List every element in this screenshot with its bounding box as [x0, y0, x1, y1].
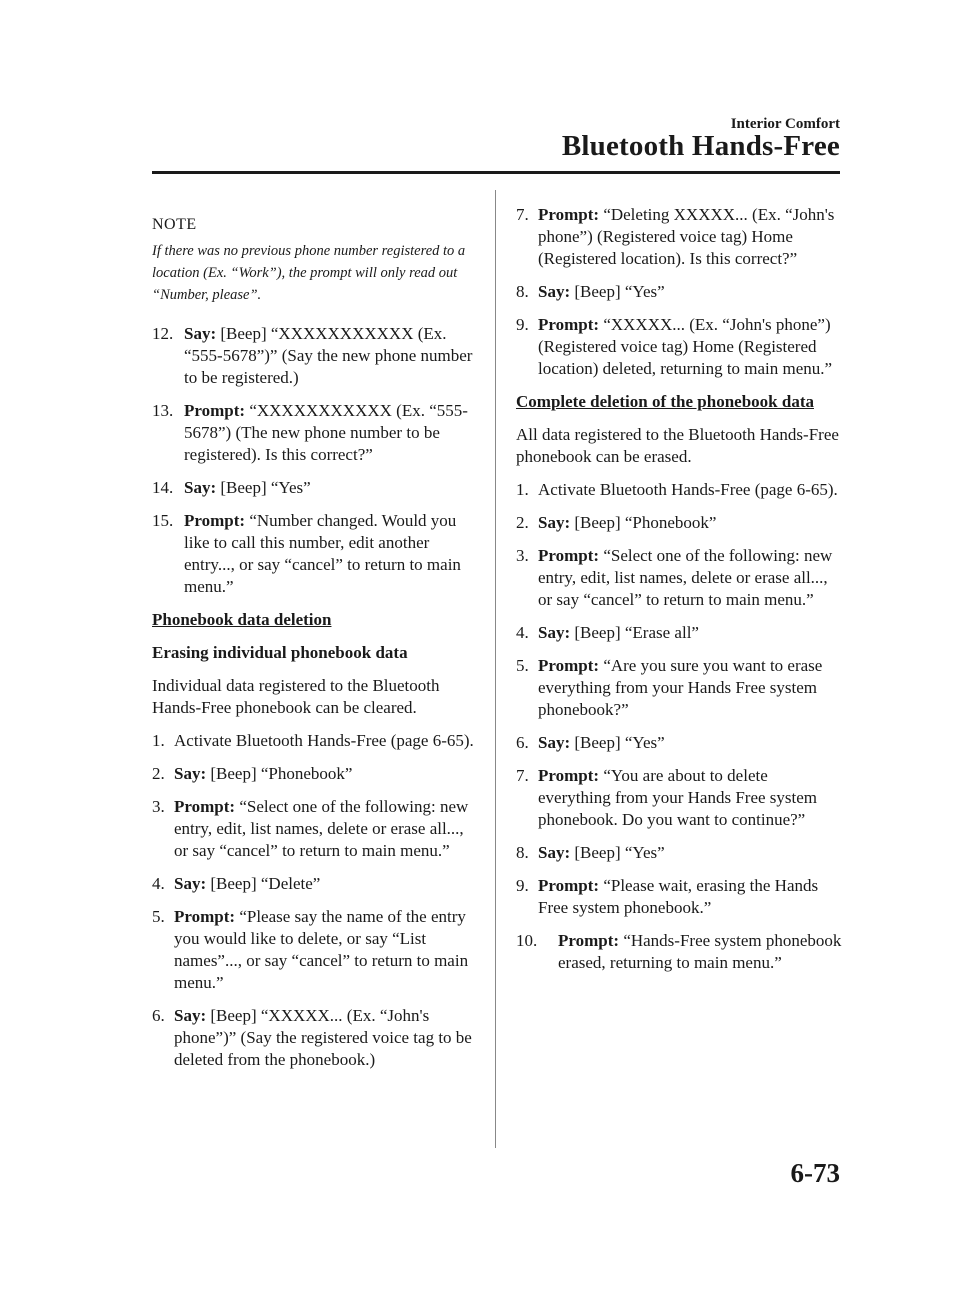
step-item: [516, 875, 844, 919]
note-heading: NOTE: [152, 216, 197, 233]
note-text: If there was no previous phone number registered to a location (Ex. “Work”), the prompt will only read out “Number, please”.: [152, 243, 466, 303]
step-keyword: Prompt:: [538, 766, 600, 785]
step-keyword: Say:: [174, 1006, 207, 1025]
step-item: [152, 730, 474, 752]
step-item: [152, 873, 474, 895]
right-column: [516, 204, 844, 985]
step-text: [538, 512, 844, 534]
header-rule: [152, 171, 840, 174]
step-text: [174, 906, 474, 994]
step-item: [152, 1005, 474, 1071]
step-body: [Beep] “Erase all”: [570, 623, 699, 642]
step-text: [184, 400, 474, 466]
step-item: [516, 842, 844, 864]
step-number: 1.: [152, 731, 165, 750]
step-text: [174, 763, 474, 785]
step-keyword: Say:: [538, 623, 571, 642]
step-item: [516, 204, 844, 270]
step-number: 9.: [516, 876, 529, 895]
step-item: [516, 512, 844, 534]
step-body: “Select one of the following: new entry, edit, list names, delete or erase all..., or say “cancel” to return to main menu.”: [174, 797, 469, 860]
step-item: [152, 763, 474, 785]
step-number: 15.: [152, 511, 174, 530]
step-keyword: Say:: [174, 874, 207, 893]
column-divider: [495, 190, 496, 1148]
step-keyword: Prompt:: [538, 876, 600, 895]
step-body: [Beep] “Yes”: [570, 733, 665, 752]
step-text: [538, 842, 844, 864]
step-text: [184, 510, 474, 598]
step-keyword: Prompt:: [538, 205, 600, 224]
step-number: 5.: [152, 907, 165, 926]
left-column: [152, 204, 474, 1082]
step-body: [Beep] “Yes”: [570, 282, 665, 301]
step-number: 14.: [152, 478, 174, 497]
step-number: 9.: [516, 315, 529, 334]
step-body: [Beep] “Phonebook”: [206, 764, 353, 783]
step-body: [Beep] “XXXXXXXXXXX (Ex. “555-5678”)” (Say the new phone number to be registered.): [184, 324, 473, 387]
step-body: “Please wait, erasing the Hands Free system phonebook.”: [538, 876, 819, 917]
step-number: 8.: [516, 843, 529, 862]
step-keyword: Prompt:: [538, 546, 600, 565]
step-number: 4.: [516, 623, 529, 642]
step-body: [Beep] “XXXXX... (Ex. “John's phone”)” (Say the registered voice tag to be deleted from the phonebook.): [174, 1006, 472, 1069]
steps-list-d: [516, 479, 844, 974]
step-number: 8.: [516, 282, 529, 301]
step-item: [516, 281, 844, 303]
step-number: 2.: [152, 764, 165, 783]
step-body: [Beep] “Yes”: [570, 843, 665, 862]
step-number: 7.: [516, 766, 529, 785]
complete-deletion-intro: All data registered to the Bluetooth Hands-Free phonebook can be erased.: [516, 425, 839, 466]
step-keyword: Prompt:: [538, 315, 600, 334]
step-keyword: Say:: [538, 282, 571, 301]
page-title: Bluetooth Hands-Free: [561, 130, 840, 162]
step-text: [538, 314, 844, 380]
step-text: [538, 545, 844, 611]
step-item: [516, 930, 844, 974]
step-number: 3.: [516, 546, 529, 565]
step-keyword: Say:: [184, 324, 217, 343]
step-body: [Beep] “Delete”: [206, 874, 321, 893]
step-number: 12.: [152, 324, 174, 343]
step-item: [516, 765, 844, 831]
step-body: “XXXXXXXXXXX (Ex. “555-5678”) (The new phone number to be registered). Is this correct?”: [184, 401, 468, 464]
step-item: [152, 323, 474, 389]
step-keyword: Say:: [538, 843, 571, 862]
step-keyword: Say:: [538, 513, 571, 532]
step-text: [538, 204, 844, 270]
step-body: “You are about to delete everything from your Hands Free system phonebook. Do you want to continue?”: [538, 766, 818, 829]
step-number: 6.: [152, 1006, 165, 1025]
step-item: [152, 400, 474, 466]
step-keyword: Say:: [174, 764, 207, 783]
step-text: [538, 875, 844, 919]
step-number: 2.: [516, 513, 529, 532]
step-body: “Hands-Free system phonebook erased, returning to main menu.”: [558, 931, 842, 972]
step-keyword: Say:: [184, 478, 217, 497]
step-item: [516, 545, 844, 611]
step-number: 6.: [516, 733, 529, 752]
steps-list-c: [516, 204, 844, 380]
steps-list-b: [152, 730, 474, 1071]
step-body: Activate Bluetooth Hands-Free (page 6-65).: [538, 480, 838, 499]
section-label: Interior Comfort: [730, 116, 840, 132]
step-keyword: Prompt:: [538, 656, 600, 675]
step-text: [538, 479, 844, 501]
step-text: [184, 323, 474, 389]
erase-individual-intro: Individual data registered to the Bluetooth Hands-Free phonebook can be cleared.: [152, 676, 440, 717]
step-number: 13.: [152, 401, 174, 420]
step-text: [538, 655, 844, 721]
step-number: 4.: [152, 874, 165, 893]
step-body: [Beep] “Yes”: [216, 478, 311, 497]
step-number: 10.: [516, 931, 538, 950]
step-text: [538, 281, 844, 303]
step-text: [538, 765, 844, 831]
step-number: 1.: [516, 480, 529, 499]
step-number: 3.: [152, 797, 165, 816]
step-keyword: Prompt:: [184, 401, 246, 420]
step-text: [184, 477, 474, 499]
steps-list-a: [152, 323, 474, 598]
step-number: 7.: [516, 205, 529, 224]
step-item: [516, 479, 844, 501]
step-keyword: Prompt:: [184, 511, 246, 530]
step-text: [174, 730, 474, 752]
complete-deletion-heading: Complete deletion of the phonebook data: [516, 392, 814, 411]
step-text: [174, 873, 474, 895]
step-item: [152, 510, 474, 598]
step-text: [538, 732, 844, 754]
step-item: [516, 622, 844, 644]
step-body: “Deleting XXXXX... (Ex. “John's phone”) (Registered voice tag) Home (Registered location). Is this correct?”: [538, 205, 835, 268]
step-keyword: Prompt:: [174, 907, 236, 926]
step-text: [174, 1005, 474, 1071]
step-body: “Select one of the following: new entry, edit, list names, delete or erase all..., or say “cancel” to return to main menu.”: [538, 546, 833, 609]
step-body: Activate Bluetooth Hands-Free (page 6-65).: [174, 731, 474, 750]
step-keyword: Prompt:: [174, 797, 236, 816]
step-item: [152, 796, 474, 862]
step-body: “Number changed. Would you like to call this number, edit another entry..., or say “cancel” to return to main menu.”: [184, 511, 461, 596]
step-keyword: Say:: [538, 733, 571, 752]
step-body: “XXXXX... (Ex. “John's phone”) (Registered voice tag) Home (Registered location) deleted, returning to main menu.”: [538, 315, 833, 378]
phonebook-deletion-heading: Phonebook data deletion: [152, 610, 332, 629]
step-text: [558, 930, 844, 974]
step-body: “Are you sure you want to erase everything from your Hands Free system phonebook?”: [538, 656, 823, 719]
page-number: 6-73: [790, 1158, 840, 1188]
erase-individual-heading: Erasing individual phonebook data: [152, 643, 408, 662]
step-number: 5.: [516, 656, 529, 675]
step-body: [Beep] “Phonebook”: [570, 513, 717, 532]
step-text: [538, 622, 844, 644]
step-item: [516, 655, 844, 721]
step-keyword: Prompt:: [558, 931, 620, 950]
step-text: [174, 796, 474, 862]
step-item: [516, 314, 844, 380]
step-item: [152, 477, 474, 499]
step-item: [516, 732, 844, 754]
step-item: [152, 906, 474, 994]
step-body: “Please say the name of the entry you would like to delete, or say “List names”..., or say “cancel” to return to main menu.”: [174, 907, 469, 992]
